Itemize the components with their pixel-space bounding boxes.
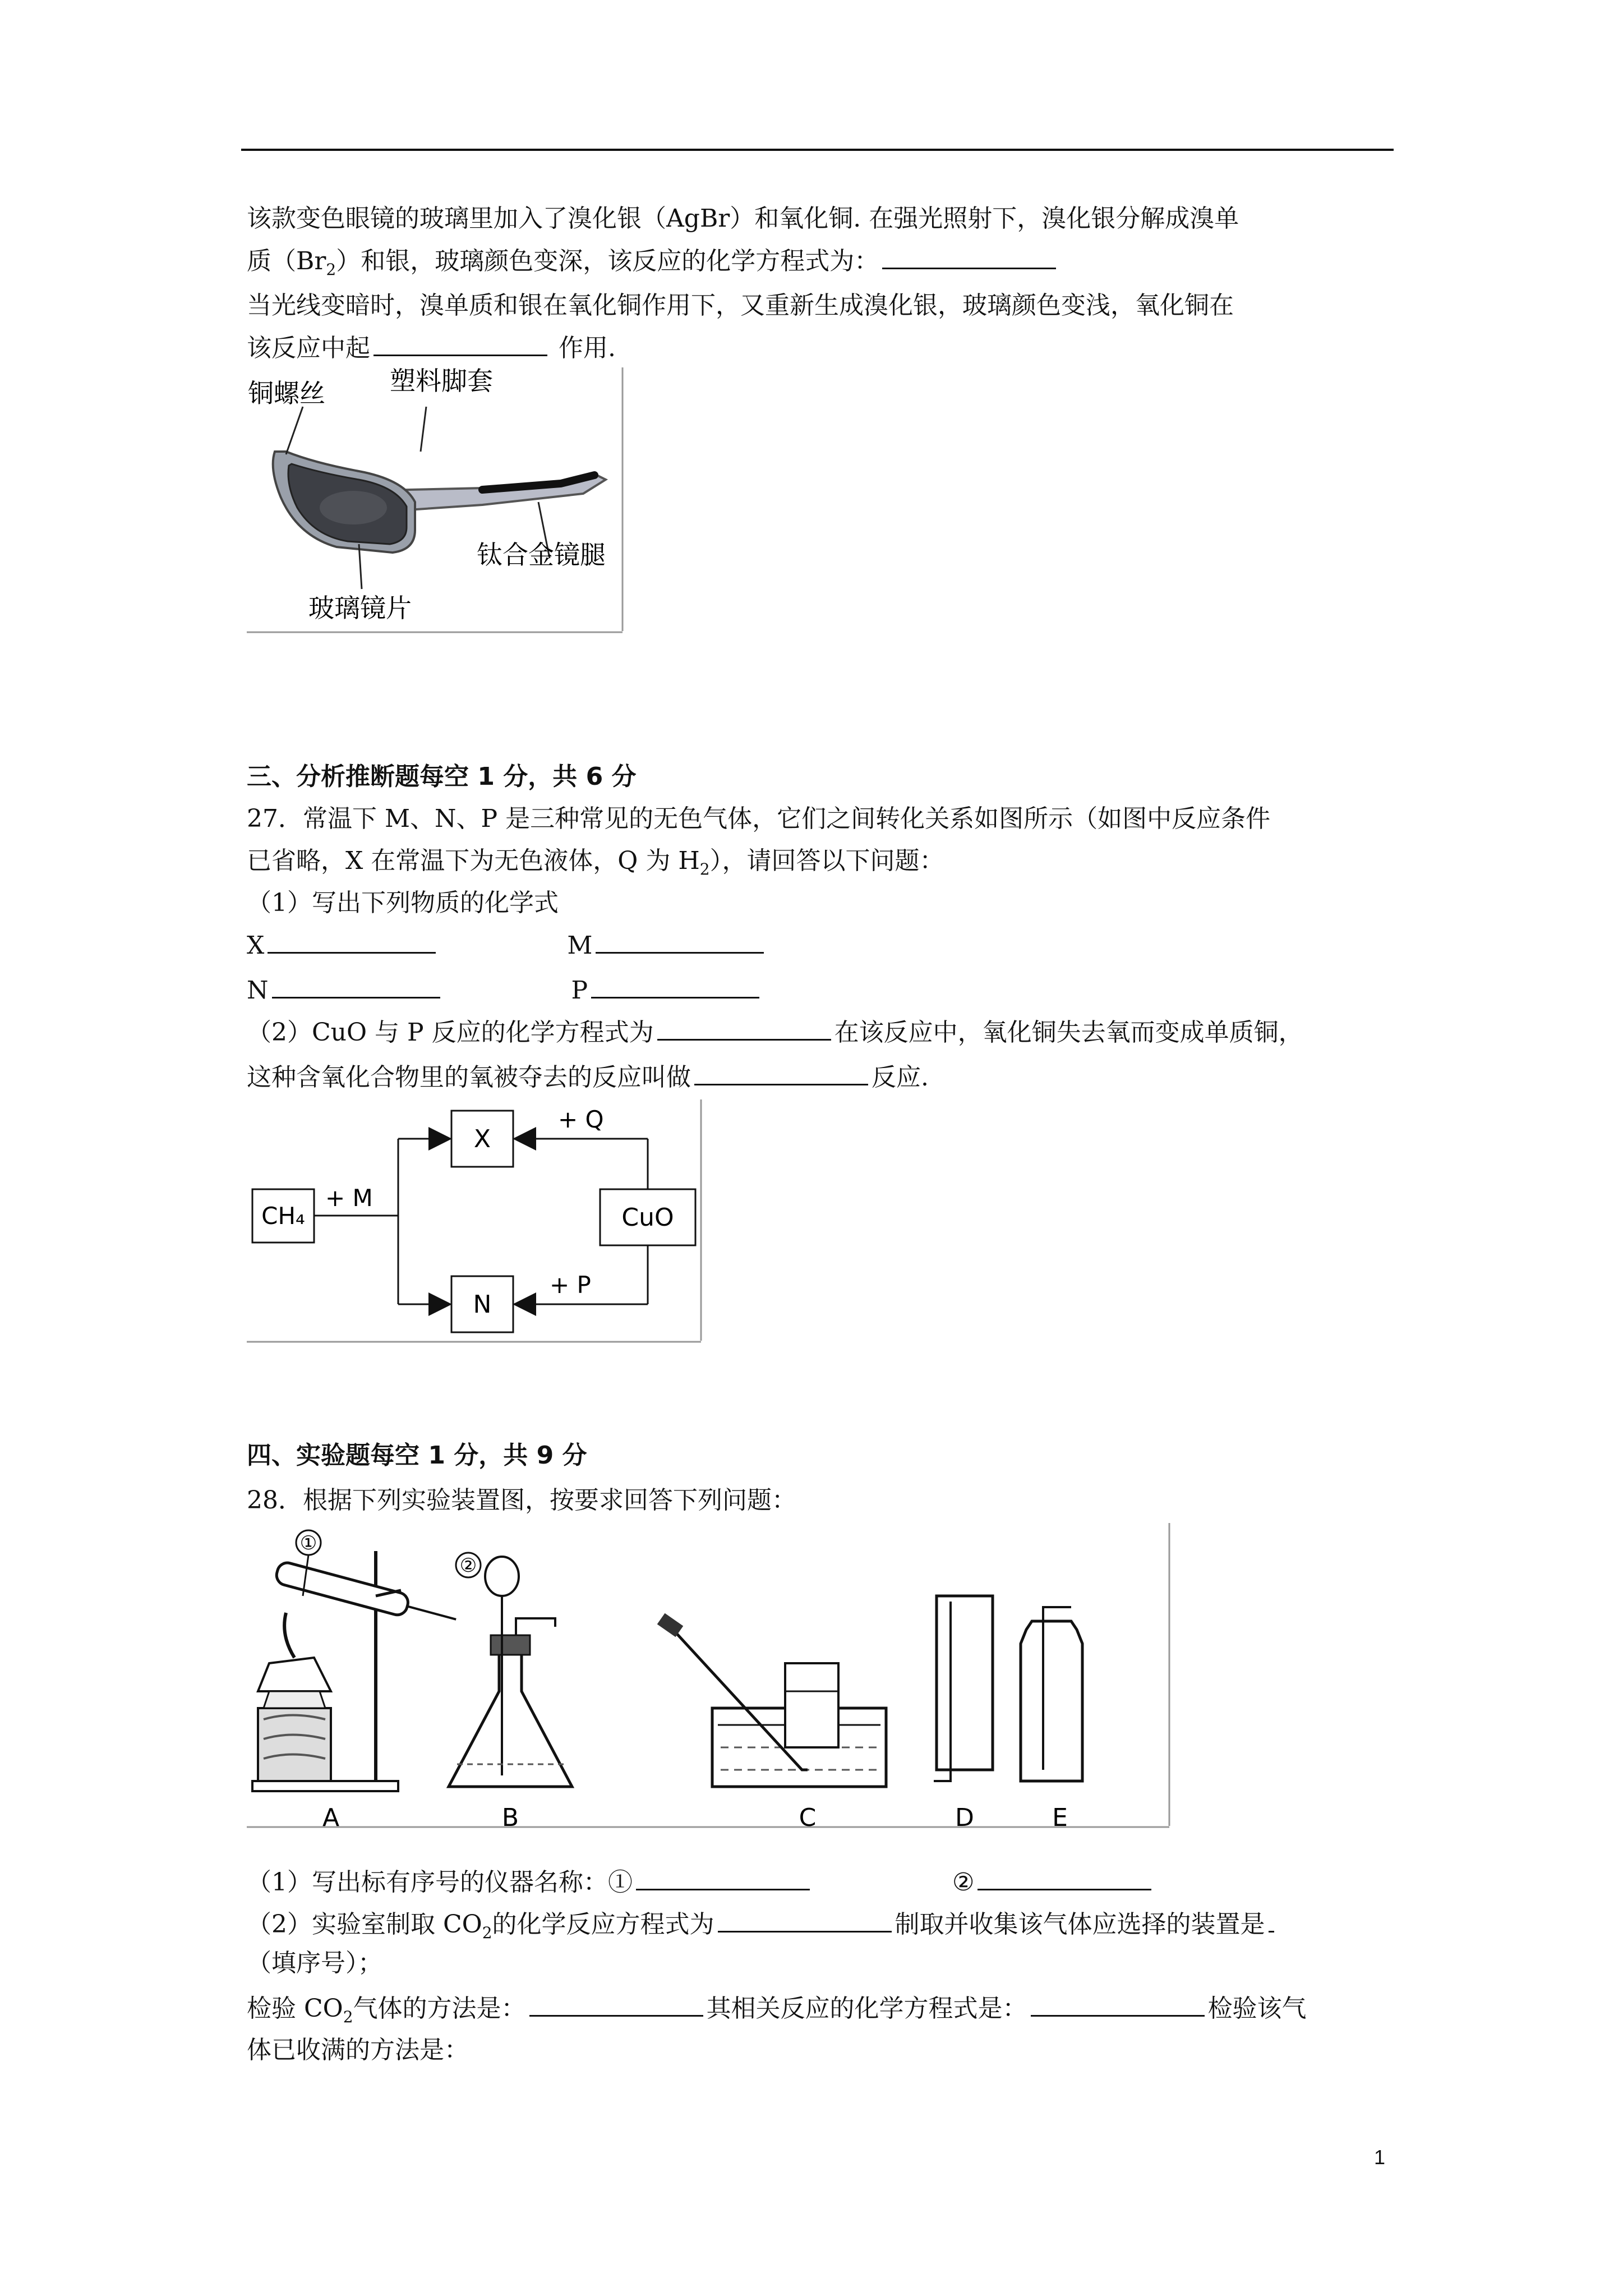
- apparatus-d: [934, 1596, 993, 1832]
- apparatus-b: [449, 1553, 572, 1832]
- label-titanium-temple: 钛合金镜腿: [477, 540, 606, 570]
- q27-sub2: （2）CuO 与 P 反应的化学方程式为 在该反应中，氧化铜失去氧而变成单质铜，: [247, 1015, 1303, 1050]
- apparatus-a: [252, 1530, 459, 1832]
- q28-sub2: （2）实验室制取 $CO_2$的化学反应方程式为 制取并收集该气体应选择的装置是: [247, 1907, 1278, 1950]
- answer-blank[interactable]: [374, 331, 547, 356]
- answer-blank[interactable]: [1269, 1907, 1274, 1932]
- q26-line3: 当光线变暗时，溴单质和银在氧化铜作用下，又重新生成溴化银，玻璃颜色变浅，氧化铜在: [247, 291, 1234, 320]
- answer-blank[interactable]: [718, 1907, 892, 1932]
- plus-p-label: + P: [550, 1271, 591, 1299]
- apparatus-figure: [247, 1523, 1178, 1837]
- n-box-label: N: [473, 1290, 492, 1319]
- header-rule: [241, 149, 1394, 151]
- section4-heading: 四、实验题每空 1 分，共 9 分: [247, 1441, 587, 1470]
- answer-blank[interactable]: [657, 1015, 831, 1041]
- answer-blank-1[interactable]: [636, 1865, 810, 1890]
- q27-x-m-row: X M: [247, 928, 767, 963]
- ch4-label: CH₄: [261, 1202, 305, 1230]
- reaction-diagram: [247, 1099, 707, 1346]
- section3-heading: 三、分析推断题每空 1 分，共 6 分: [247, 762, 637, 791]
- glasses-figure: [247, 367, 628, 637]
- marker-1: ①: [299, 1532, 317, 1554]
- answer-blank[interactable]: [529, 1991, 703, 2017]
- label-glass-lens: 玻璃镜片: [308, 593, 412, 623]
- label-b: B: [501, 1803, 519, 1832]
- q28-sub2-cont: （填序号）；: [247, 1949, 382, 1977]
- q28-line1: 28．根据下列实验装置图，按要求回答下列问题：: [247, 1486, 796, 1515]
- q26-line2: 质$(Br_2)$和银，玻璃颜色变深，该反应的化学方程式为：: [247, 244, 1059, 287]
- label-e: E: [1052, 1803, 1068, 1832]
- page-number: 1: [1374, 2146, 1386, 2169]
- answer-blank[interactable]: [882, 244, 1056, 269]
- apparatus-c: [657, 1613, 886, 1832]
- marker-2: ②: [459, 1554, 477, 1577]
- label-plastic-tip: 塑料脚套: [390, 367, 493, 396]
- cuo-label: CuO: [621, 1203, 674, 1232]
- answer-blank-x[interactable]: [268, 928, 436, 954]
- q28-check-cont: 体已收满的方法是：: [247, 2036, 469, 2064]
- q27-n-p-row: N P: [247, 973, 763, 1007]
- q28-sub1: （1）写出标有序号的仪器名称：① ②: [247, 1865, 1155, 1899]
- label-copper-screw: 铜螺丝: [248, 378, 325, 408]
- label-c: C: [799, 1803, 817, 1832]
- plus-m-label: + M: [325, 1184, 373, 1212]
- q27-sub1: （1）写出下列物质的化学式: [247, 889, 559, 917]
- q27-sub2-cont: 这种含氧化合物里的氧被夺去的反应叫做 反应.: [247, 1060, 929, 1094]
- plus-q-label: + Q: [558, 1106, 604, 1133]
- answer-blank-n[interactable]: [272, 973, 440, 999]
- q27-line1: 27．常温下 M、N、P 是三种常见的无色气体，它们之间转化关系如图所示（如图中反应条件: [247, 804, 1271, 833]
- answer-blank[interactable]: [694, 1060, 868, 1085]
- label-a: A: [322, 1803, 340, 1832]
- answer-blank-p[interactable]: [591, 973, 759, 999]
- q26-line1: 该款变色眼镜的玻璃里加入了溴化银（AgBr）和氧化铜. 在强光照射下，溴化银分解成溴单: [247, 204, 1239, 233]
- answer-blank[interactable]: [1031, 1991, 1205, 2017]
- answer-blank-m[interactable]: [596, 928, 764, 954]
- q26-line4: 该反应中起 作用.: [247, 331, 616, 365]
- x-box-label: X: [473, 1125, 491, 1153]
- apparatus-e: [1021, 1607, 1082, 1832]
- q27-line2: 已省略，X 在常温下为无色液体，Q 为 $H_2$），请回答以下问题：: [247, 846, 944, 878]
- glasses-illustration: [247, 367, 628, 637]
- label-d: D: [955, 1803, 974, 1832]
- q28-check: 检验 $CO_2$气体的方法是： 其相关反应的化学方程式是： 检验该气: [247, 1991, 1307, 2034]
- answer-blank-2[interactable]: [978, 1865, 1151, 1890]
